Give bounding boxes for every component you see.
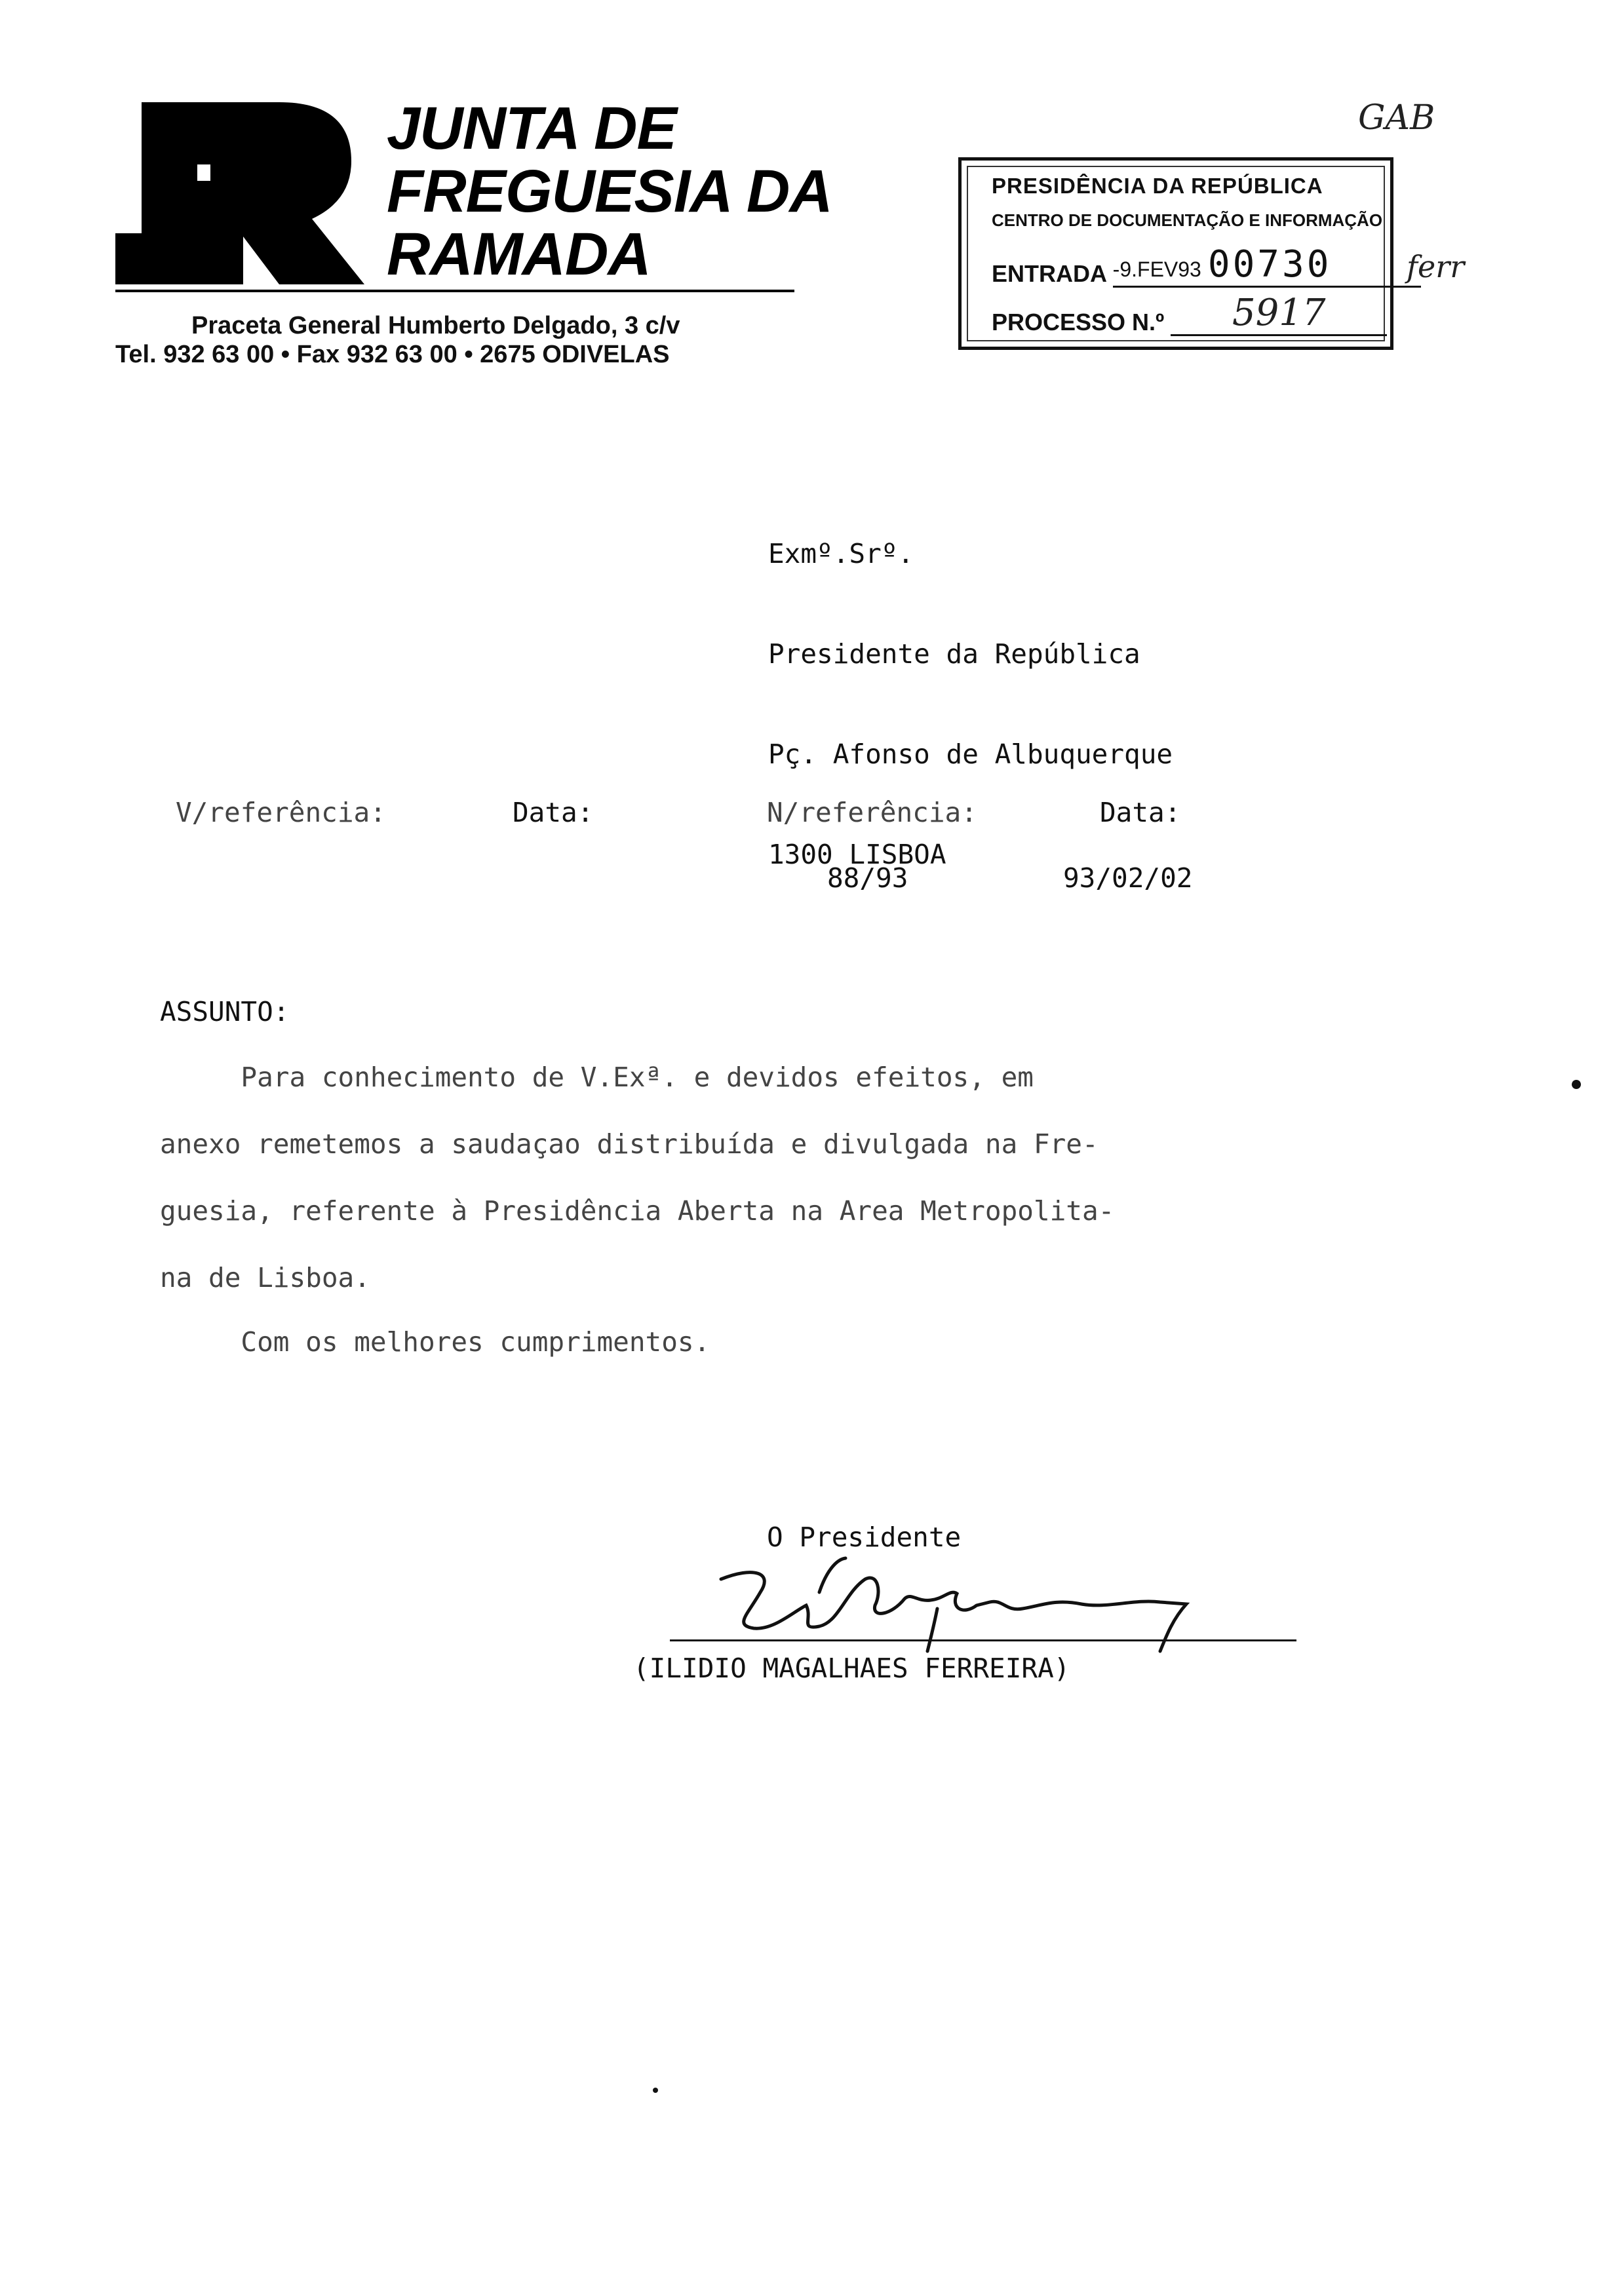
org-name-line-2: FREGUESIA DA [387, 158, 832, 225]
signature-line [670, 1639, 1296, 1641]
recipient-title: Presidente da República [768, 638, 1140, 670]
your-date-label: Data: [513, 797, 594, 828]
subject-label: ASSUNTO: [160, 996, 290, 1027]
scan-mark-dot-icon [1572, 1080, 1581, 1089]
stamp-processo-value: 5917 [1232, 292, 1326, 334]
stamp-entrada-date: -9.FEV93 [1112, 258, 1201, 281]
body-line-3: guesia, referente à Presidência Aberta na Area Metropolita- [160, 1195, 1115, 1227]
handwritten-note-gab: GAB [1358, 98, 1435, 138]
our-reference-value: 88/93 [827, 862, 908, 894]
body-line-2: anexo remetemos a saudaçao distribuída e divulgada na Fre- [160, 1128, 1099, 1160]
org-name-line-3: RAMADA [387, 221, 651, 288]
organization-name [387, 97, 846, 286]
handwritten-note-ferr: ferr [1407, 249, 1465, 284]
signatory-name: (ILIDIO MAGALHAES FERREIRA) [633, 1653, 1070, 1684]
stamp-entrada-row [992, 243, 1421, 288]
our-date-value: 93/02/02 [1063, 862, 1193, 894]
stamp-department: CENTRO DE DOCUMENTAÇÃO E INFORMAÇÃO [992, 210, 1383, 230]
closing-title: O Presidente [767, 1521, 962, 1553]
stamp-entrada-number: 00730 [1207, 243, 1332, 286]
scan-mark-dot-bottom-icon [653, 2088, 658, 2093]
our-date-label: Data: [1100, 797, 1181, 828]
stamp-entrada-field [1113, 243, 1421, 288]
organization-contact: Tel. 932 63 00 • Fax 932 63 00 • 2675 ODIVELAS [115, 341, 670, 368]
jr-monogram-logo-icon [115, 102, 364, 284]
your-reference-label: V/referência: [176, 797, 386, 828]
stamp-entrada-label: ENTRADA [992, 260, 1106, 287]
recipient-city: 1300 LISBOA [768, 839, 946, 870]
stamp-processo-field [1171, 292, 1387, 336]
recipient-salutation: Exmº.Srº. [768, 538, 914, 569]
letterhead-divider [115, 290, 794, 292]
recipient-street: Pç. Afonso de Albuquerque [768, 738, 1173, 770]
registration-stamp [958, 157, 1393, 350]
org-name-line-1: JUNTA DE [387, 95, 676, 162]
organization-address: Praceta General Humberto Delgado, 3 c/v [191, 312, 680, 339]
body-line-5: Com os melhores cumprimentos. [160, 1326, 710, 1358]
handwritten-signature-icon [714, 1553, 1239, 1658]
stamp-institution: PRESIDÊNCIA DA REPÚBLICA [992, 174, 1323, 198]
stamp-processo-label: PROCESSO N.º [992, 309, 1165, 335]
body-line-4: na de Lisboa. [160, 1262, 370, 1293]
our-reference-label: N/referência: [767, 797, 977, 828]
body-line-1: Para conhecimento de V.Exª. e devidos efeitos, em [160, 1062, 1034, 1093]
stamp-processo-row [992, 292, 1387, 336]
recipient-address-block [768, 470, 1173, 905]
